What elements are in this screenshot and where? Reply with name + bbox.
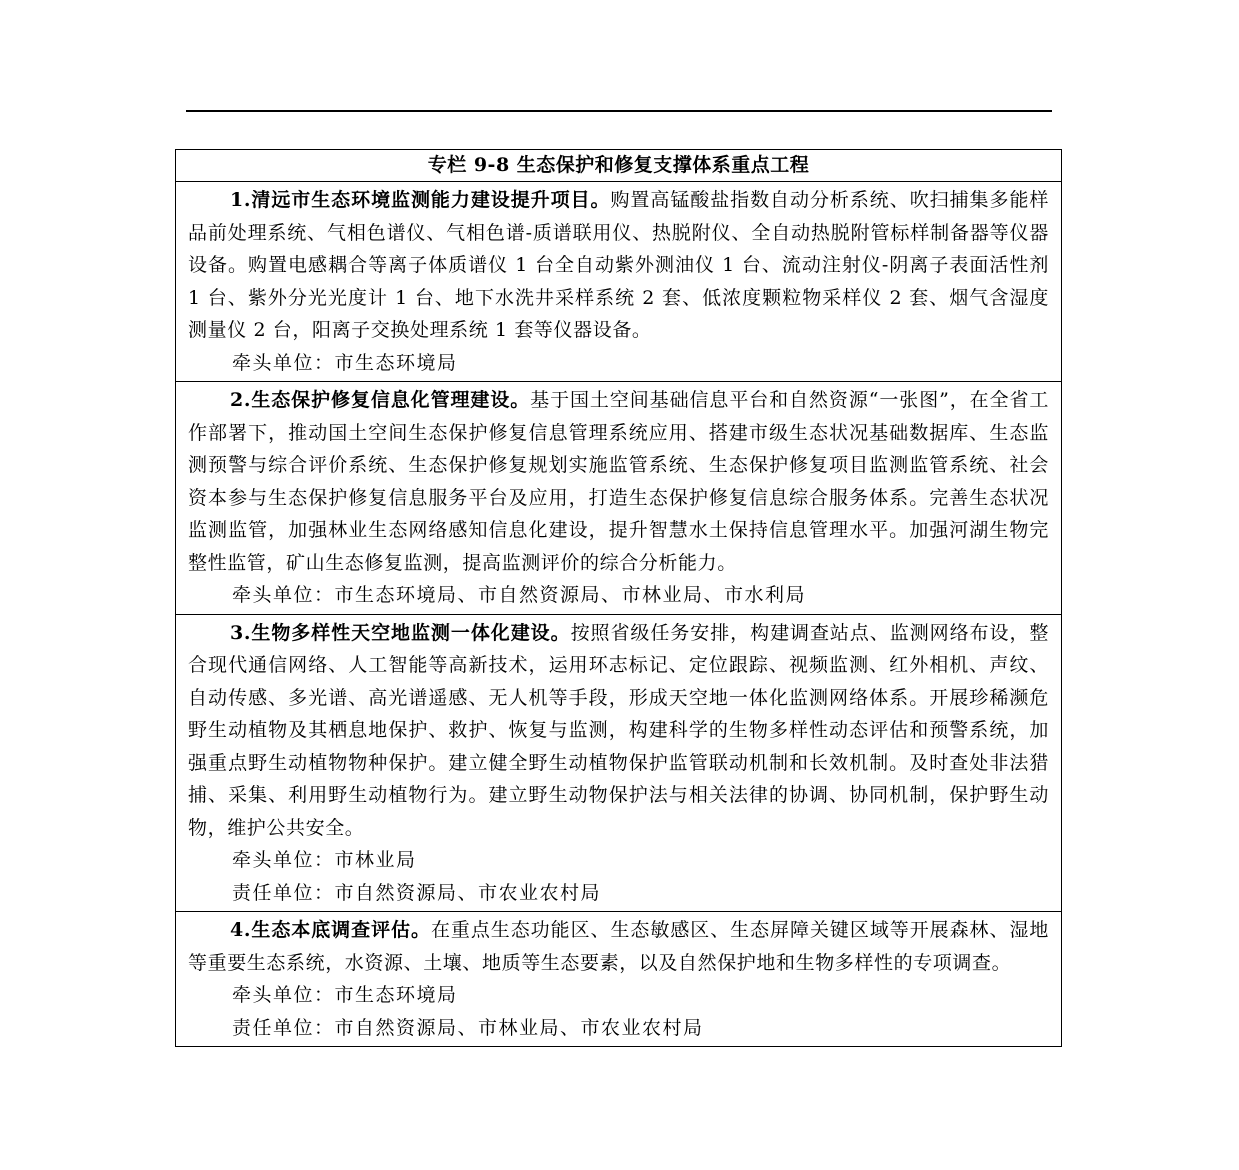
project-body: 在重点生态功能区、生态敏感区、生态屏障关键区域等开展森林、湿地等重要生态系统，水资源、土壤、地质等生态要素，以及自然保护地和生物多样性的专项调查。 xyxy=(188,919,1050,974)
project-description xyxy=(188,184,1049,347)
project-title: 2.生态保护修复信息化管理建设。 xyxy=(230,389,531,411)
project-title: 3.生物多样性天空地监测一体化建设。 xyxy=(230,621,571,644)
lead-unit: 牵头单位：市生态环境局 xyxy=(232,351,458,374)
box-title: 专栏 9-8 生态保护和修复支撑体系重点工程 xyxy=(176,150,1061,182)
project-body: 按照省级任务安排，构建调查站点、监测网络布设，整合现代通信网络、人工智能等高新技术，运用环志标记、定位跟踪、视频监测、红外相机、声纹、自动传感、多光谱、高光谱遥感、无人机等手段，形成天空地一体化监测网络体系。开展珍稀濒危野生动植物及其栖息地保护、救护、恢复与监测，构建科学的生物多样性动态评估和预警系统，加强重点野生动植物物种保护。建立健全野生动植物保护监管联动机制和长效机制。及时查处非法猎捕、采集、利用野生动植物行为。建立野生动物保护法与相关法律的协调、协同机制，保护野生动物，维护公共安全。 xyxy=(188,621,1050,839)
page-header-rule xyxy=(186,110,1052,112)
project-description xyxy=(188,914,1049,979)
project-title: 1.清远市生态环境监测能力建设提升项目。 xyxy=(230,189,611,211)
responsible-unit: 责任单位：市自然资源局、市林业局、市农业农村局 xyxy=(232,1016,704,1039)
feature-box xyxy=(175,149,1062,1047)
project-section-3 xyxy=(176,615,1061,913)
project-section-4 xyxy=(176,912,1061,1046)
project-section-1 xyxy=(176,182,1061,382)
project-body: 基于国土空间基础信息平台和自然资源“一张图”，在全省工作部署下，推动国土空间生态保护修复信息管理系统应用、搭建市级生态状况基础数据库、生态监测预警与综合评价系统、生态保护修复规划实施监管系统、生态保护修复项目监测监管系统、社会资本参与生态保护修复信息服务平台及应用，打造生态保护修复信息综合服务体系。完善生态状况监测监管，加强林业生态网络感知信息化建设，提升智慧水土保持信息管理水平。加强河湖生物完整性监管，矿山生态修复监测，提高监测评价的综合分析能力。 xyxy=(188,389,1049,574)
lead-unit: 牵头单位：市林业局 xyxy=(232,849,417,871)
project-description xyxy=(188,384,1049,579)
project-title: 4.生态本底调查评估。 xyxy=(230,919,431,941)
lead-unit: 牵头单位：市生态环境局、市自然资源局、市林业局、市水利局 xyxy=(232,584,807,606)
project-description xyxy=(188,617,1049,845)
responsible-unit: 责任单位：市自然资源局、市农业农村局 xyxy=(232,881,602,904)
project-body: 购置高锰酸盐指数自动分析系统、吹扫捕集多能样品前处理系统、气相色谱仪、气相色谱-质谱联用仪、热脱附仪、全自动热脱附管标样制备器等仪器设备。购置电感耦合等离子体质谱仪 1 台全自动紫外测油仪 1 台、流动注射仪-阴离子表面活性剂 1 台、紫外分光光度计 1 台、地下水洗井采样系统 2 套、低浓度颗粒物采样仪 2 套、烟气含湿度测量仪 2 台，阳离子交换处理系统 1 套等仪器设备。 xyxy=(188,189,1049,341)
project-section-2 xyxy=(176,382,1061,615)
lead-unit: 牵头单位：市生态环境局 xyxy=(232,984,458,1006)
